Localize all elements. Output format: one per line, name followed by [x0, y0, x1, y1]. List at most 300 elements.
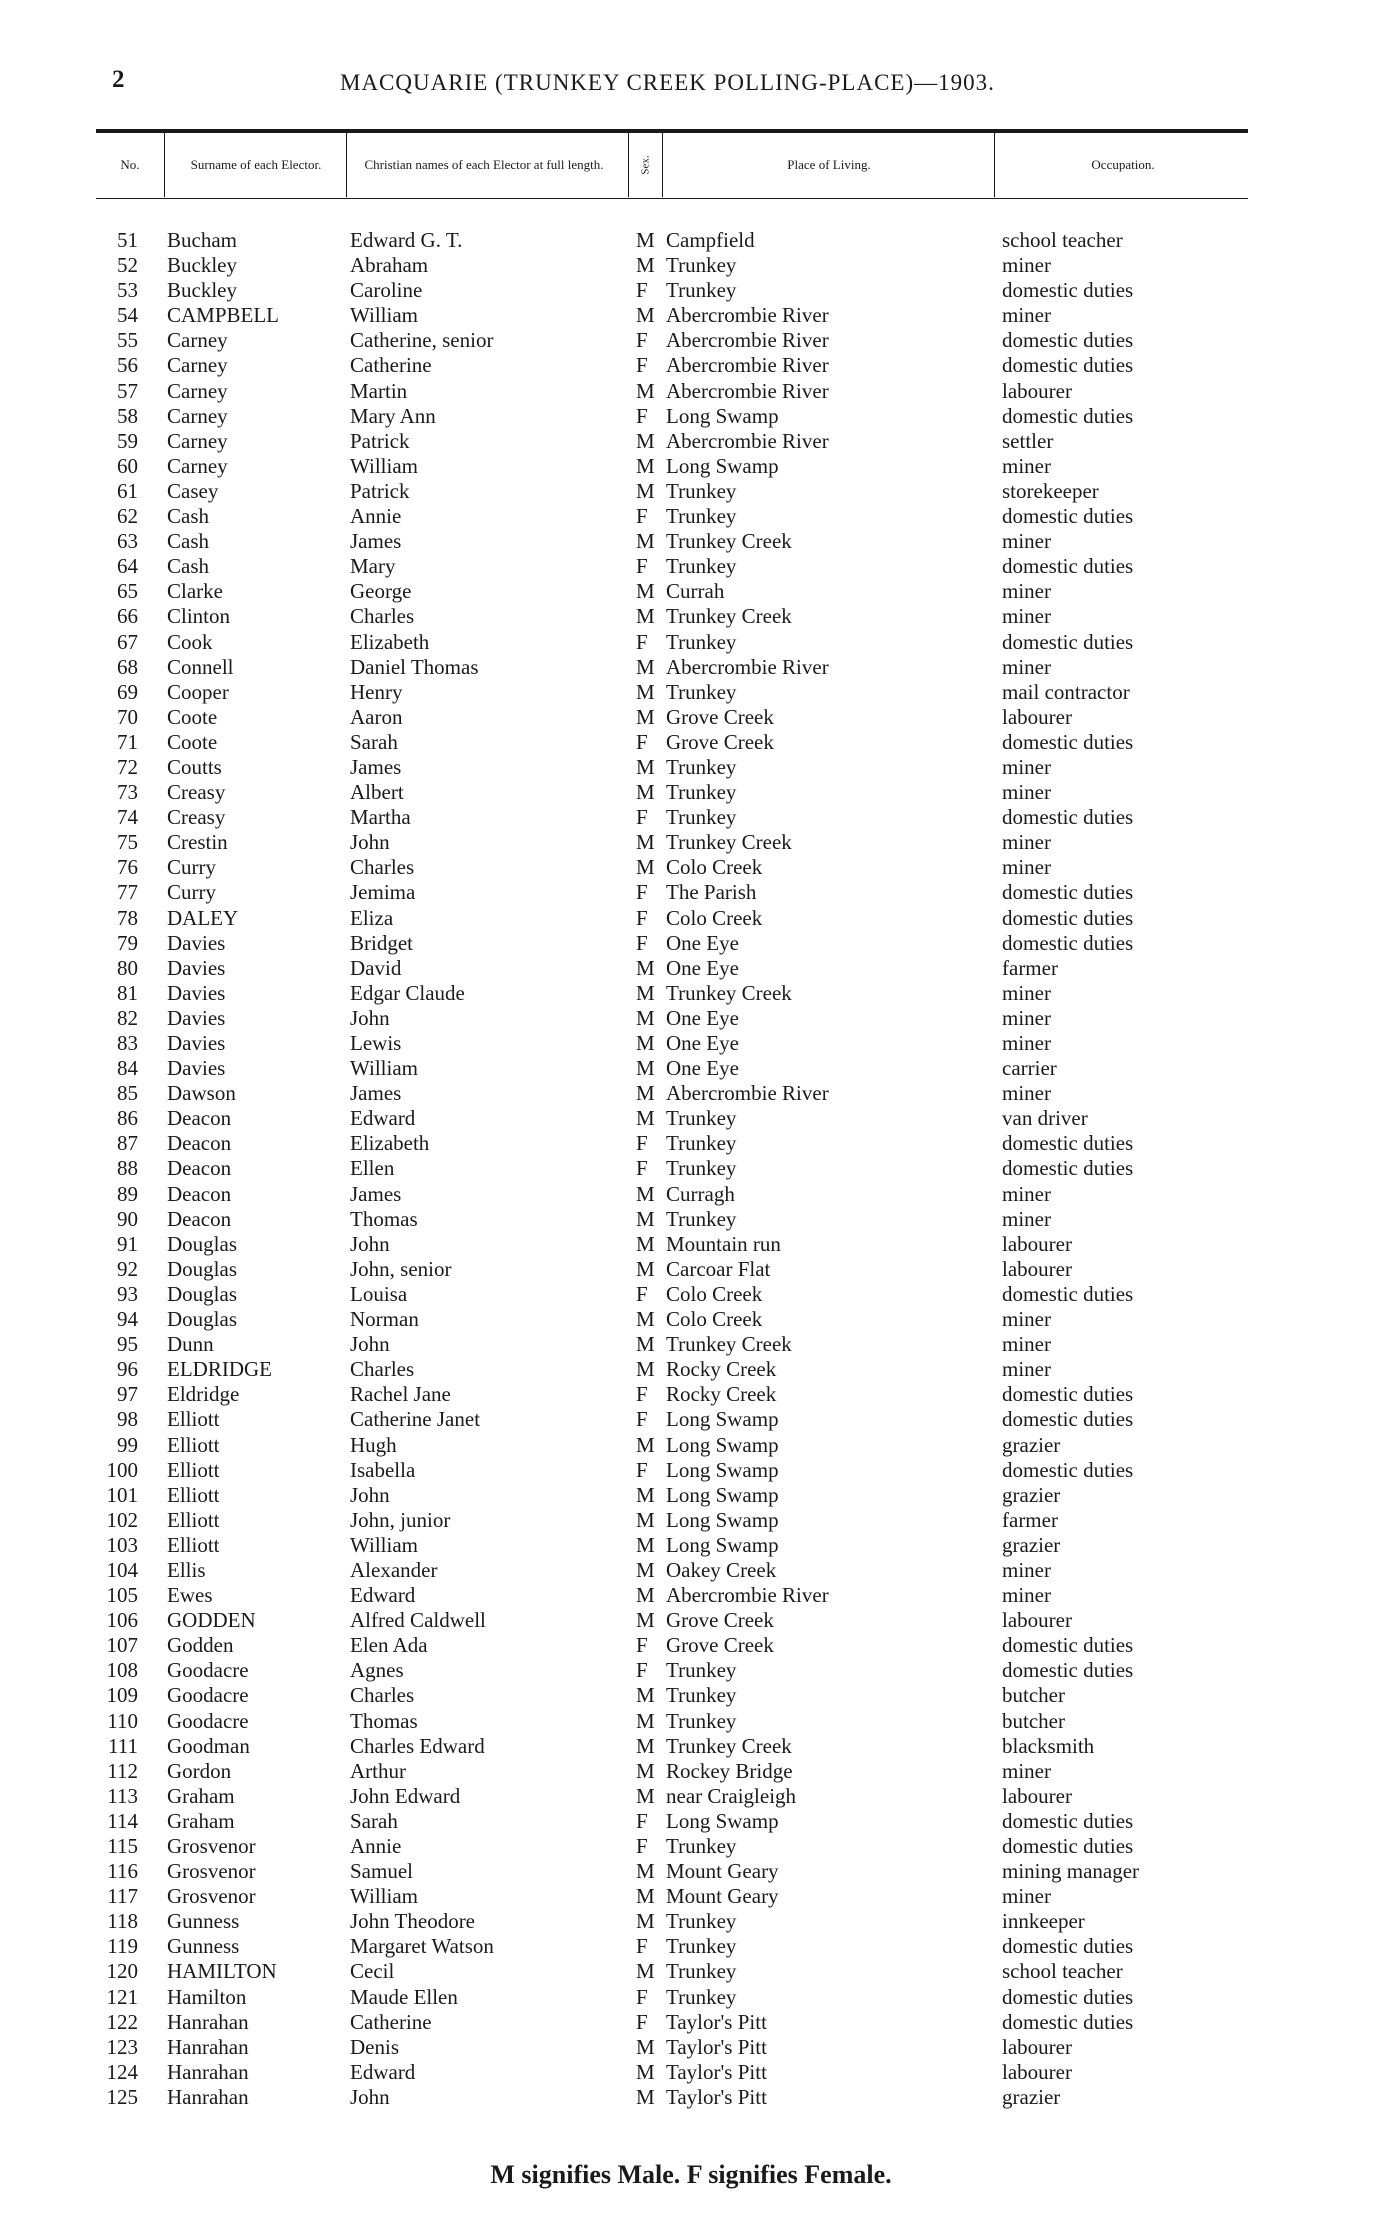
elector-number: 77	[117, 880, 138, 905]
header-place: Place of Living.	[787, 157, 871, 173]
elector-sex: F	[636, 504, 648, 529]
elector-occupation: butcher	[1002, 1683, 1065, 1708]
elector-sex: M	[636, 1884, 655, 1909]
elector-sex: M	[636, 1783, 655, 1808]
elector-number: 103	[106, 1532, 138, 1557]
table-top-rule	[96, 129, 1248, 133]
elector-number: 106	[106, 1608, 138, 1633]
elector-surname: Connell	[167, 654, 234, 679]
elector-number: 81	[117, 980, 138, 1005]
table-row	[0, 680, 1382, 705]
elector-sex: M	[636, 1557, 655, 1582]
header-divider	[346, 133, 347, 197]
elector-place-of-living: Taylor's Pitt	[666, 2084, 767, 2109]
elector-christian-names: Charles	[350, 855, 415, 880]
elector-occupation: miner	[1002, 1884, 1051, 1909]
elector-occupation: miner	[1002, 654, 1051, 679]
elector-place-of-living: Long Swamp	[666, 453, 779, 478]
elector-surname: Carney	[167, 328, 228, 353]
elector-place-of-living: One Eye	[666, 930, 739, 955]
elector-sex: M	[636, 2034, 655, 2059]
elector-christian-names: John	[350, 1332, 390, 1357]
elector-christian-names: Edgar Claude	[350, 980, 465, 1005]
elector-sex: M	[636, 253, 655, 278]
elector-place-of-living: Grove Creek	[666, 729, 774, 754]
elector-place-of-living: Abercrombie River	[666, 654, 829, 679]
table-row	[0, 1056, 1382, 1081]
elector-number: 53	[117, 278, 138, 303]
elector-occupation: domestic duties	[1002, 1984, 1134, 2009]
elector-number: 63	[117, 529, 138, 554]
table-row	[0, 1006, 1382, 1031]
elector-place-of-living: Trunkey	[666, 253, 737, 278]
elector-christian-names: Eliza	[350, 905, 394, 930]
table-row	[0, 855, 1382, 880]
elector-place-of-living: One Eye	[666, 955, 739, 980]
elector-number: 121	[106, 1984, 138, 2009]
elector-sex: M	[636, 579, 655, 604]
table-row	[0, 404, 1382, 429]
elector-sex: F	[636, 1658, 648, 1683]
table-row	[0, 303, 1382, 328]
elector-place-of-living: Colo Creek	[666, 1281, 763, 1306]
elector-sex: F	[636, 2009, 648, 2034]
elector-number: 87	[117, 1131, 138, 1156]
elector-sex: M	[636, 1683, 655, 1708]
elector-christian-names: Albert	[350, 780, 404, 805]
table-row	[0, 2035, 1382, 2060]
elector-surname: Douglas	[167, 1307, 237, 1332]
elector-occupation: domestic duties	[1002, 1457, 1134, 1482]
elector-occupation: labourer	[1002, 378, 1072, 403]
elector-surname: Davies	[167, 1031, 226, 1055]
table-row	[0, 906, 1382, 931]
elector-place-of-living: One Eye	[666, 1005, 739, 1030]
elector-surname: HAMILTON	[167, 1959, 277, 1984]
table-row	[0, 805, 1382, 830]
elector-place-of-living: Colo Creek	[666, 1307, 763, 1332]
elector-christian-names: Edward	[350, 1106, 416, 1131]
elector-sex: M	[636, 1708, 655, 1733]
elector-place-of-living: Trunkey	[666, 478, 737, 503]
elector-number: 62	[117, 504, 138, 529]
table-row	[0, 1533, 1382, 1558]
elector-surname: Buckley	[167, 278, 237, 303]
elector-surname: Cooper	[167, 679, 229, 704]
elector-place-of-living: Abercrombie River	[666, 353, 829, 378]
elector-sex: F	[636, 1457, 648, 1482]
elector-surname: Curry	[167, 855, 216, 880]
elector-place-of-living: Colo Creek	[666, 905, 763, 930]
elector-number: 102	[106, 1507, 138, 1532]
table-row	[0, 956, 1382, 981]
elector-christian-names: Martha	[350, 805, 411, 830]
elector-christian-names: Maude Ellen	[350, 1984, 458, 2009]
elector-surname: Goodacre	[167, 1658, 249, 1683]
table-row	[0, 253, 1382, 278]
elector-place-of-living: Trunkey	[666, 1658, 737, 1683]
elector-number: 56	[117, 353, 138, 378]
elector-number: 61	[117, 478, 138, 503]
page-title: MACQUARIE (TRUNKEY CREEK POLLING-PLACE)—1903.	[340, 70, 995, 95]
elector-place-of-living: Taylor's Pitt	[666, 2059, 767, 2084]
elector-surname: Deacon	[167, 1156, 232, 1181]
elector-christian-names: Thomas	[350, 1206, 418, 1231]
table-row	[0, 1332, 1382, 1357]
header-divider	[628, 133, 629, 197]
elector-sex: F	[636, 1156, 648, 1181]
elector-surname: Deacon	[167, 1206, 232, 1231]
table-row	[0, 1633, 1382, 1658]
elector-number: 123	[106, 2034, 138, 2059]
elector-occupation: domestic duties	[1002, 1834, 1134, 1858]
elector-place-of-living: Trunkey	[666, 1959, 737, 1984]
elector-surname: Goodacre	[167, 1683, 249, 1708]
elector-surname: CAMPBELL	[167, 303, 280, 328]
header-occupation: Occupation.	[1091, 157, 1155, 173]
elector-number: 73	[117, 780, 138, 805]
elector-surname: Elliott	[167, 1457, 220, 1482]
table-row	[0, 755, 1382, 780]
table-row	[0, 655, 1382, 680]
elector-number: 97	[117, 1382, 138, 1407]
elector-occupation: labourer	[1002, 704, 1072, 729]
elector-sex: F	[636, 629, 648, 654]
elector-place-of-living: Trunkey	[666, 1206, 737, 1231]
table-row	[0, 981, 1382, 1006]
elector-place-of-living: Trunkey	[666, 1683, 737, 1708]
elector-occupation: miner	[1002, 253, 1051, 278]
elector-christian-names: James	[350, 754, 402, 779]
table-row	[0, 604, 1382, 629]
elector-number: 72	[117, 754, 138, 779]
page-number: 2	[112, 66, 125, 93]
table-row	[0, 630, 1382, 655]
elector-sex: M	[636, 980, 655, 1005]
elector-christian-names: Cecil	[350, 1959, 395, 1984]
elector-occupation: butcher	[1002, 1708, 1065, 1733]
table-row	[0, 2085, 1382, 2110]
elector-christian-names: Edward	[350, 1583, 416, 1608]
elector-place-of-living: Trunkey Creek	[666, 1332, 792, 1357]
elector-place-of-living: Colo Creek	[666, 855, 763, 880]
elector-sex: F	[636, 278, 648, 303]
elector-christian-names: Caroline	[350, 278, 423, 303]
elector-christian-names: Samuel	[350, 1859, 413, 1884]
elector-number: 52	[117, 253, 138, 278]
elector-christian-names: Elizabeth	[350, 629, 430, 654]
elector-number: 104	[106, 1557, 138, 1582]
elector-surname: Hanrahan	[167, 2059, 249, 2084]
elector-sex: F	[636, 1407, 648, 1432]
elector-christian-names: John, junior	[350, 1507, 451, 1532]
elector-occupation: domestic duties	[1002, 403, 1134, 428]
elector-number: 68	[117, 654, 138, 679]
elector-number: 76	[117, 855, 138, 880]
elector-sex: F	[636, 1131, 648, 1156]
elector-number: 115	[107, 1834, 138, 1858]
elector-sex: M	[636, 1231, 655, 1256]
elector-place-of-living: Long Swamp	[666, 1507, 779, 1532]
table-row	[0, 1658, 1382, 1683]
elector-number: 117	[107, 1884, 138, 1909]
elector-surname: Crestin	[167, 830, 228, 855]
elector-christian-names: Louisa	[350, 1281, 408, 1306]
elector-sex: F	[636, 1382, 648, 1407]
elector-surname: Gunness	[167, 1934, 240, 1959]
elector-surname: Deacon	[167, 1106, 232, 1131]
elector-occupation: domestic duties	[1002, 805, 1134, 830]
elector-christian-names: John Theodore	[350, 1909, 476, 1934]
elector-sex: M	[636, 704, 655, 729]
elector-sex: M	[636, 1532, 655, 1557]
elector-occupation: blacksmith	[1002, 1733, 1095, 1758]
elector-christian-names: Rachel Jane	[350, 1382, 451, 1407]
elector-sex: M	[636, 1583, 655, 1608]
table-row	[0, 1207, 1382, 1232]
elector-place-of-living: Long Swamp	[666, 1457, 779, 1482]
elector-place-of-living: Trunkey	[666, 629, 737, 654]
elector-sex: M	[636, 2084, 655, 2109]
elector-occupation: miner	[1002, 1758, 1051, 1783]
elector-sex: M	[636, 1608, 655, 1633]
elector-place-of-living: Trunkey	[666, 1156, 737, 1181]
elector-surname: Douglas	[167, 1281, 237, 1306]
elector-number: 112	[107, 1758, 138, 1783]
elector-place-of-living: Trunkey	[666, 504, 737, 529]
elector-surname: Elliott	[167, 1532, 220, 1557]
table-row	[0, 328, 1382, 353]
elector-place-of-living: Abercrombie River	[666, 328, 829, 353]
elector-christian-names: Elen Ada	[350, 1633, 428, 1658]
elector-number: 79	[117, 930, 138, 955]
elector-number: 120	[106, 1959, 138, 1984]
elector-place-of-living: Trunkey	[666, 805, 737, 830]
table-row	[0, 1884, 1382, 1909]
elector-sex: F	[636, 554, 648, 579]
elector-place-of-living: Oakey Creek	[666, 1557, 777, 1582]
elector-place-of-living: Curragh	[666, 1181, 735, 1206]
table-row	[0, 1784, 1382, 1809]
table-row	[0, 1031, 1382, 1056]
table-row	[0, 454, 1382, 479]
elector-surname: Grosvenor	[167, 1834, 256, 1858]
elector-christian-names: Charles	[350, 1683, 415, 1708]
elector-surname: Coote	[167, 729, 218, 754]
elector-list	[0, 228, 1382, 2110]
elector-occupation: van driver	[1002, 1106, 1088, 1131]
elector-sex: M	[636, 1733, 655, 1758]
elector-number: 85	[117, 1081, 138, 1106]
elector-occupation: miner	[1002, 1181, 1051, 1206]
elector-sex: M	[636, 1256, 655, 1281]
table-row	[0, 1608, 1382, 1633]
elector-surname: Davies	[167, 1005, 226, 1030]
elector-sex: M	[636, 1507, 655, 1532]
table-row	[0, 1583, 1382, 1608]
elector-surname: Davies	[167, 930, 226, 955]
elector-sex: M	[636, 604, 655, 629]
elector-number: 74	[117, 805, 138, 830]
elector-surname: Creasy	[167, 805, 226, 830]
elector-place-of-living: Trunkey	[666, 679, 737, 704]
table-row	[0, 353, 1382, 378]
elector-sex: M	[636, 955, 655, 980]
elector-surname: Carney	[167, 353, 228, 378]
elector-number: 57	[117, 378, 138, 403]
elector-number: 89	[117, 1181, 138, 1206]
elector-christian-names: Henry	[350, 679, 403, 704]
elector-christian-names: John	[350, 830, 390, 855]
elector-christian-names: William	[350, 1532, 418, 1557]
elector-place-of-living: Trunkey	[666, 1984, 737, 2009]
table-row	[0, 379, 1382, 404]
elector-christian-names: Alexander	[350, 1557, 438, 1582]
elector-number: 95	[117, 1332, 138, 1357]
elector-occupation: miner	[1002, 1332, 1051, 1357]
elector-occupation: domestic duties	[1002, 1382, 1134, 1407]
elector-number: 84	[117, 1056, 138, 1081]
elector-number: 83	[117, 1031, 138, 1055]
elector-number: 111	[108, 1733, 138, 1758]
elector-occupation: miner	[1002, 579, 1051, 604]
elector-sex: F	[636, 1633, 648, 1658]
elector-surname: Hanrahan	[167, 2034, 249, 2059]
table-row	[0, 1156, 1382, 1181]
elector-number: 88	[117, 1156, 138, 1181]
elector-christian-names: Mary	[350, 554, 396, 579]
elector-number: 80	[117, 955, 138, 980]
table-row	[0, 529, 1382, 554]
elector-surname: Gunness	[167, 1909, 240, 1934]
elector-number: 105	[106, 1583, 138, 1608]
elector-christian-names: Catherine, senior	[350, 328, 494, 353]
elector-occupation: mining manager	[1002, 1859, 1140, 1884]
elector-number: 65	[117, 579, 138, 604]
elector-occupation: carrier	[1002, 1056, 1057, 1081]
elector-christian-names: Patrick	[350, 478, 410, 503]
sex-legend-footer: M signifies Male. F signifies Female.	[490, 2160, 892, 2189]
elector-christian-names: Jemima	[350, 880, 416, 905]
elector-occupation: domestic duties	[1002, 1633, 1134, 1658]
elector-sex: M	[636, 679, 655, 704]
elector-sex: F	[636, 1934, 648, 1959]
elector-surname: ELDRIDGE	[167, 1357, 272, 1382]
elector-surname: Goodman	[167, 1733, 250, 1758]
elector-sex: M	[636, 754, 655, 779]
elector-place-of-living: Taylor's Pitt	[666, 2034, 767, 2059]
table-row	[0, 780, 1382, 805]
elector-surname: Carney	[167, 378, 228, 403]
elector-sex: M	[636, 1307, 655, 1332]
elector-place-of-living: Long Swamp	[666, 403, 779, 428]
elector-place-of-living: Long Swamp	[666, 1532, 779, 1557]
elector-number: 119	[107, 1934, 138, 1959]
table-row	[0, 1709, 1382, 1734]
elector-surname: DALEY	[167, 905, 239, 930]
elector-number: 99	[117, 1432, 138, 1457]
table-row	[0, 705, 1382, 730]
elector-place-of-living: Abercrombie River	[666, 378, 829, 403]
elector-surname: Casey	[167, 478, 219, 503]
elector-surname: Clarke	[167, 579, 223, 604]
elector-number: 91	[117, 1231, 138, 1256]
elector-christian-names: John	[350, 1482, 390, 1507]
elector-sex: M	[636, 1482, 655, 1507]
elector-number: 67	[117, 629, 138, 654]
elector-sex: M	[636, 1106, 655, 1131]
table-row	[0, 1859, 1382, 1884]
elector-christian-names: Aaron	[350, 704, 403, 729]
elector-occupation: innkeeper	[1002, 1909, 1085, 1934]
elector-occupation: miner	[1002, 1005, 1051, 1030]
table-row	[0, 1759, 1382, 1784]
elector-surname: Clinton	[167, 604, 231, 629]
elector-occupation: labourer	[1002, 1783, 1072, 1808]
elector-sex: M	[636, 1031, 655, 1055]
elector-christian-names: Catherine	[350, 353, 432, 378]
elector-number: 100	[106, 1457, 138, 1482]
elector-christian-names: Elizabeth	[350, 1131, 430, 1156]
table-row	[0, 1382, 1382, 1407]
elector-christian-names: Catherine Janet	[350, 1407, 481, 1432]
elector-number: 124	[106, 2059, 138, 2084]
table-row	[0, 730, 1382, 755]
elector-christian-names: Charles	[350, 604, 415, 629]
elector-occupation: miner	[1002, 453, 1051, 478]
elector-number: 90	[117, 1206, 138, 1231]
elector-sex: M	[636, 654, 655, 679]
elector-place-of-living: Trunkey Creek	[666, 604, 792, 629]
elector-sex: M	[636, 529, 655, 554]
table-row	[0, 1307, 1382, 1332]
elector-sex: M	[636, 1206, 655, 1231]
elector-number: 118	[107, 1909, 138, 1934]
elector-place-of-living: Trunkey	[666, 780, 737, 805]
elector-place-of-living: One Eye	[666, 1031, 739, 1055]
elector-number: 66	[117, 604, 138, 629]
elector-occupation: miner	[1002, 1557, 1051, 1582]
elector-christian-names: Sarah	[350, 1808, 398, 1833]
elector-sex: M	[636, 478, 655, 503]
elector-number: 75	[117, 830, 138, 855]
table-row	[0, 554, 1382, 579]
elector-sex: M	[636, 830, 655, 855]
header-no: No.	[120, 157, 140, 173]
table-row	[0, 429, 1382, 454]
elector-place-of-living: Abercrombie River	[666, 428, 829, 453]
elector-place-of-living: Grove Creek	[666, 1633, 774, 1658]
elector-surname: Coote	[167, 704, 218, 729]
elector-number: 55	[117, 328, 138, 353]
elector-sex: M	[636, 1056, 655, 1081]
elector-number: 71	[117, 729, 138, 754]
elector-number: 122	[106, 2009, 138, 2034]
elector-occupation: domestic duties	[1002, 1156, 1134, 1181]
elector-christian-names: Annie	[350, 1834, 402, 1858]
elector-christian-names: James	[350, 529, 402, 554]
elector-sex: M	[636, 453, 655, 478]
elector-surname: Douglas	[167, 1256, 237, 1281]
elector-sex: F	[636, 1281, 648, 1306]
table-row	[0, 1433, 1382, 1458]
elector-christian-names: John Edward	[350, 1783, 461, 1808]
table-row	[0, 1508, 1382, 1533]
elector-place-of-living: Trunkey	[666, 1834, 737, 1858]
elector-christian-names: John	[350, 2084, 390, 2109]
elector-occupation: labourer	[1002, 1231, 1072, 1256]
elector-sex: M	[636, 303, 655, 328]
